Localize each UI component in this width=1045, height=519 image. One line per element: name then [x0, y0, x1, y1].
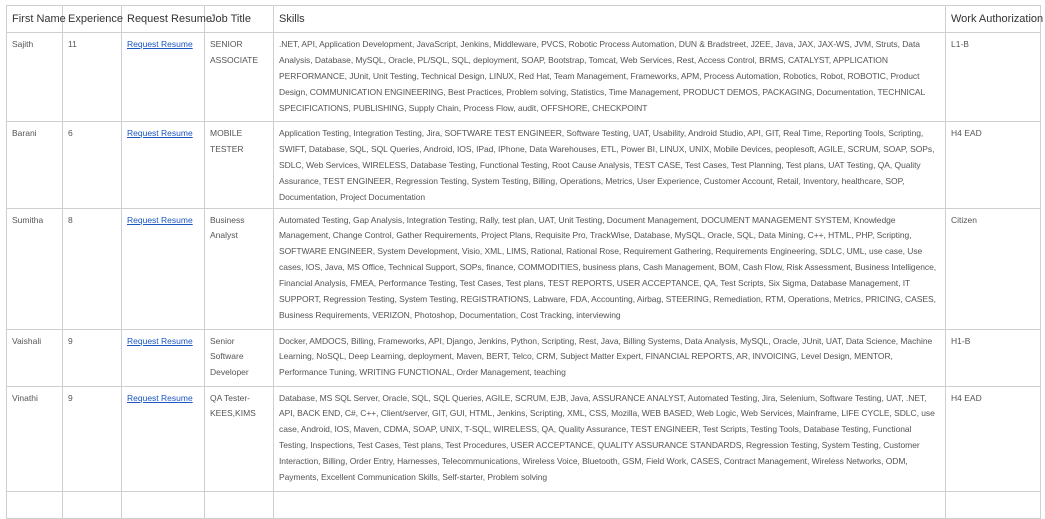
request-resume-link[interactable]: Request Resume [127, 214, 193, 225]
request-resume-link[interactable]: Request Resume [127, 335, 193, 346]
header-skills: Skills [274, 6, 946, 33]
skills-cell: Automated Testing, Gap Analysis, Integration Testing, Rally, test plan, UAT, Unit Testing, Document Management, DOCUMENT MANAGEMENT SYSTEM, Knowledge Management, Change Control, Gather Requirements, Project Plans, Requisite Pro, TrackWise, Database, MySQL, Oracle, SQL, Data Mining, C++, HTML, PHP, Scripting, SOFTWARE ENGINEER, System Development, Visio, XML, LIMS, Rational, Rational Rose, Requirement Gathering, Requirements Engineering, SDLC, UML, use case, Use cases, IOS, Java, MS Office, Technical Support, SOPs, finance, COMMODITIES, business plans, Cash Management, BOM, Cash Flow, Risk Assessment, Business Intelligence, Financial Analysis, FMEA, Performance Testing, Test Cases, Test plans, TEST REPORTS, USER ACCEPTANCE, QA, Test Scripts, Six Sigma, Database Management, IT SUPPORT, Regression Testing, System Testing, REGISTRATIONS, Labware, FDA, Accounting, Airbag, STEERING, Remediation, RTM, Operations, Metrics, PRICING, CASES, Business Requirements, VERIZON, Photoshop, Documentation, Cost Tracking, interviewing [274, 208, 946, 329]
header-job-title: Job Title [205, 6, 274, 33]
empty-cell [7, 491, 63, 518]
work-authorization-cell: H1-B [946, 329, 1041, 386]
work-authorization-cell: H4 EAD [946, 386, 1041, 491]
empty-cell [122, 491, 205, 518]
job-title-cell: Business Analyst [205, 208, 274, 329]
first-name-cell: Sajith [7, 33, 63, 122]
job-title-cell: SENIOR ASSOCIATE [205, 33, 274, 122]
experience-cell: 9 [63, 386, 122, 491]
header-work-authorization: Work Authorization [946, 6, 1041, 33]
table-row [7, 329, 1041, 386]
request-resume-link[interactable]: Request Resume [127, 392, 193, 403]
empty-cell [946, 491, 1041, 518]
experience-cell: 8 [63, 208, 122, 329]
skills-cell: .NET, API, Application Development, JavaScript, Jenkins, Middleware, PVCS, Robotic Process Automation, DUN & Bradstreet, J2EE, Java, JAX, JAX-WS, JVM, Struts, Data Analysis, Database, MySQL, Oracle, PL/SQL, SQL, deployment, SOAP, Bootstrap, Tomcat, Web Services, Rest, Access Control, BRMS, CATALYST, APPLICATION PERFORMANCE, JUnit, Unit Testing, Technical Design, LINUX, Red Hat, Team Management, Frameworks, APM, Process Automation, Robotics, Robot, ROBOTIC, Product Design, COMMUNICATION ENGINEERING, Best Practices, Problem solving, Statistics, Time Management, PRODUCT DEMOS, PACKAGING, Documentation, TECHNICAL SPECIFICATIONS, PUBLISHING, Supply Chain, Process Flow, audit, OFFSHORE, CHECKPOINT [274, 33, 946, 122]
work-authorization-cell: Citizen [946, 208, 1041, 329]
request-resume-cell [122, 122, 205, 209]
header-request-resume: Request Resume [122, 6, 205, 33]
table-row-partial [7, 491, 1041, 518]
first-name-cell: Vaishali [7, 329, 63, 386]
header-experience: Experience [63, 6, 122, 33]
skills-cell: Database, MS SQL Server, Oracle, SQL, SQL Queries, AGILE, SCRUM, EJB, Java, ASSURANCE ANALYST, Automated Testing, Jira, Selenium, Software Testing, UAT, .NET, API, BACK END, C#, C++, Client/server, GIT, GUI, HTML, Jenkins, Scripting, XML, CSS, Mozilla, WEB BASED, Web Logic, Web Services, Mainframe, LIFE CYCLE, SDLC, use case, Android, IOS, Maven, CDMA, SOAP, UNIX, T-SQL, WIRELESS, QA, Quality Assurance, TEST ENGINEER, Test Scripts, Testing Tools, Database Testing, Functional Testing, Inspections, Test Cases, Test plans, Test Procedures, USER ACCEPTANCE, QUALITY ASSURANCE STANDARDS, Regression Testing, System Testing, Customer Interaction, Billing, Order Entry, Harnesses, Telecommunications, Wireless Voice, Bluetooth, GSM, Field Work, CASES, Contract Management, Wireless Networks, ODM, Payments, Excellent Communication Skills, Self-starter, Problem solving [274, 386, 946, 491]
skills-cell: Application Testing, Integration Testing, Jira, SOFTWARE TEST ENGINEER, Software Testing, UAT, Usability, Android Studio, API, GIT, Real Time, Reporting Tools, Scripting, SWIFT, Database, SQL, SQL Queries, Android, IOS, IPad, IPhone, Data Warehouses, ETL, Power BI, LINUX, UNIX, Mobile Devices, peoplesoft, AGILE, SCRUM, SOAP, SOPs, SDLC, Web Services, WIRELESS, Database Testing, Functional Testing, Root Cause Analysis, TEST CASE, Test Cases, Test Planning, Test plans, UAT Testing, QA, Quality Assurance, TEST ENGINEER, Regression Testing, System Testing, Billing, Operations, Metrics, User Experience, Customer Account, Retail, Inventory, healthcare, SOP, Documentation, Project Documentation [274, 122, 946, 209]
work-authorization-cell: L1-B [946, 33, 1041, 122]
table-header-row [7, 6, 1041, 33]
experience-cell: 9 [63, 329, 122, 386]
empty-cell [274, 491, 946, 518]
request-resume-cell [122, 208, 205, 329]
first-name-cell: Sumitha [7, 208, 63, 329]
work-authorization-cell: H4 EAD [946, 122, 1041, 209]
header-first-name: First Name [7, 6, 63, 33]
experience-cell: 11 [63, 33, 122, 122]
empty-cell [63, 491, 122, 518]
candidates-table [6, 5, 1044, 519]
table-row [7, 386, 1041, 491]
job-title-cell: QA Tester-KEES,KIMS [205, 386, 274, 491]
request-resume-link[interactable]: Request Resume [127, 128, 193, 138]
request-resume-cell [122, 33, 205, 122]
request-resume-link[interactable]: Request Resume [127, 39, 193, 49]
table-row [7, 122, 1041, 209]
first-name-cell: Vinathi [7, 386, 63, 491]
table-row [7, 33, 1041, 122]
skills-cell: Docker, AMDOCS, Billing, Frameworks, API, Django, Jenkins, Python, Scripting, Rest, Java, Billing Systems, Data Analysis, MySQL, Oracle, JUnit, UAT, Data Science, Machine Learning, NoSQL, Deep Learning, deployment, Maven, BERT, Telco, CRM, Subject Matter Expert, FINANCIAL REPORTS, AR, INVOICING, Level Design, MENTOR, Performance Tuning, WRITING FUNCTIONAL, Order Management, teaching [274, 329, 946, 386]
request-resume-cell [122, 386, 205, 491]
experience-cell: 6 [63, 122, 122, 209]
table-row [7, 208, 1041, 329]
job-title-cell: Senior Software Developer [205, 329, 274, 386]
job-title-cell: MOBILE TESTER [205, 122, 274, 209]
first-name-cell: Barani [7, 122, 63, 209]
empty-cell [205, 491, 274, 518]
request-resume-cell [122, 329, 205, 386]
